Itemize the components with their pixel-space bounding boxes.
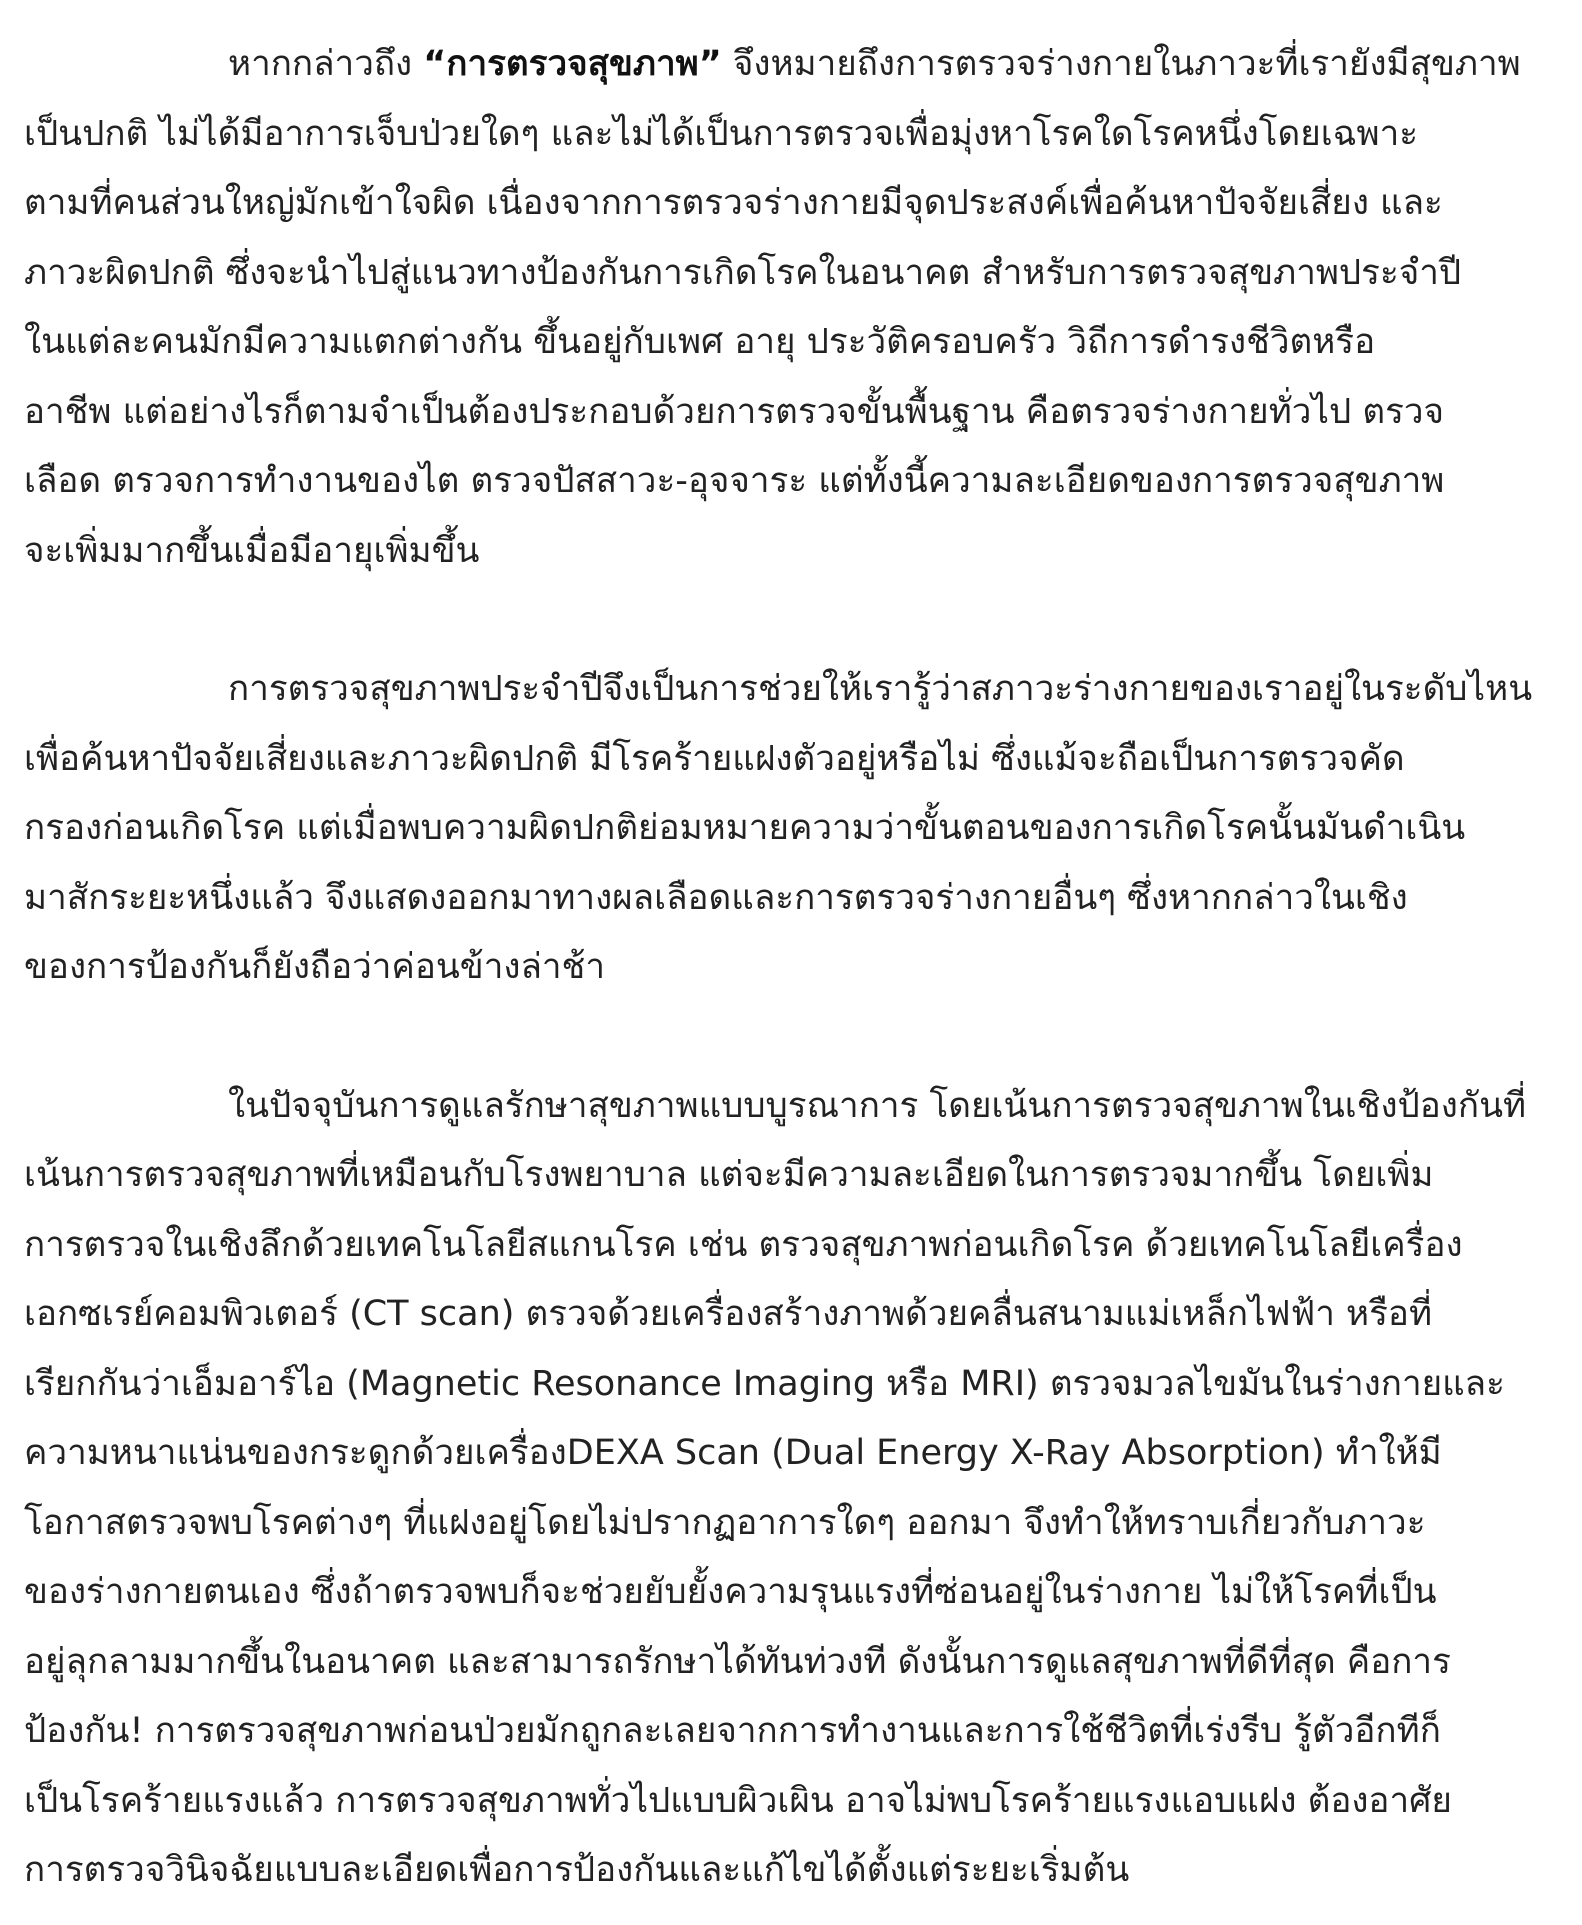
- paragraph-line: เป็นโรคร้ายแรงแล้ว การตรวจสุขภาพทั่วไปแบบผิวเผิน อาจไม่พบโรคร้ายแรงแอบแฝง ต้องอาศัย: [24, 1780, 1452, 1821]
- paragraph-line: โอกาสตรวจพบโรคต่างๆ ที่แฝงอยู่โดยไม่ปรากฏอาการใดๆ ออกมา จึงทำให้ทราบเกี่ยวกับภาวะ: [24, 1502, 1426, 1543]
- paragraph-line: มาสักระยะหนึ่งแล้ว จึงแสดงออกมาทางผลเลือดและการตรวจร่างกายอื่นๆ ซึ่งหากกล่าวในเชิง: [24, 877, 1408, 918]
- article-body: [24, 30, 1558, 1906]
- lead-text-continued: จึงหมายถึงการตรวจร่างกายในภาวะที่เรายังมีสุขภาพ: [721, 44, 1521, 84]
- paragraph-1: [24, 30, 1558, 586]
- paragraph-line: เป็นปกติ ไม่ได้มีอาการเจ็บป่วยใดๆ และไม่ได้เป็นการตรวจเพื่อมุ่งหาโรคใดโรคหนึ่งโดยเฉพาะ: [24, 113, 1419, 154]
- paragraph-line: เลือด ตรวจการทำงานของไต ตรวจปัสสาวะ-อุจจาระ แต่ทั้งนี้ความละเอียดของการตรวจสุขภาพ: [24, 461, 1445, 501]
- paragraph-line: ความหนาแน่นของกระดูกด้วยเครื่องDEXA Scan (Dual Energy X-Ray Absorption) ทำให้มี: [24, 1433, 1442, 1473]
- paragraph-line: การตรวจวินิจฉัยแบบละเอียดเพื่อการป้องกันและแก้ไขได้ตั้งแต่ระยะเริ่มต้น: [24, 1850, 1130, 1890]
- paragraph-line: ภาวะผิดปกติ ซึ่งจะนำไปสู่แนวทางป้องกันการเกิดโรคในอนาคต สำหรับการตรวจสุขภาพประจำปี: [24, 252, 1462, 293]
- paragraph-line: ในปัจจุบันการดูแลรักษาสุขภาพแบบบูรณาการ โดยเน้นการตรวจสุขภาพในเชิงป้องกันที่: [228, 1085, 1527, 1126]
- paragraph-line: ป้องกัน! การตรวจสุขภาพก่อนป่วยมักถูกละเลยจากการทำงานและการใช้ชีวิตที่เร่งรีบ รู้ตัวอีกทีก็: [24, 1711, 1441, 1751]
- paragraph-line: เพื่อค้นหาปัจจัยเสี่ยงและภาวะผิดปกติ มีโรคร้ายแฝงตัวอยู่หรือไม่ ซึ่งแม้จะถือเป็นการตรวจคัด: [24, 738, 1405, 779]
- paragraph-line: เรียกกันว่าเอ็มอาร์ไอ (Magnetic Resonance Imaging หรือ MRI) ตรวจมวลไขมันในร่างกายและ: [24, 1363, 1505, 1404]
- paragraph-line: เน้นการตรวจสุขภาพที่เหมือนกับโรงพยาบาล แต่จะมีความละเอียดในการตรวจมากขึ้น โดยเพิ่ม: [24, 1155, 1434, 1195]
- paragraph-line: การตรวจในเชิงลึกด้วยเทคโนโลยีสแกนโรค เช่น ตรวจสุขภาพก่อนเกิดโรค ด้วยเทคโนโลยีเครื่อง: [24, 1224, 1463, 1265]
- paragraph-line: กรองก่อนเกิดโรค แต่เมื่อพบความผิดปกติย่อมหมายความว่าขั้นตอนของการเกิดโรคนั้นมันดำเนิน: [24, 808, 1466, 848]
- paragraph-3: [24, 1072, 1558, 1906]
- paragraph-line: อยู่ลุกลามมากขึ้นในอนาคต และสามารถรักษาได้ทันท่วงที ดังนั้นการดูแลสุขภาพที่ดีที่สุด คือการ: [24, 1641, 1451, 1682]
- paragraph-line: ในแต่ละคนมักมีความแตกต่างกัน ขึ้นอยู่กับเพศ อายุ ประวัติครอบครัว วิถีการดำรงชีวิตหรือ: [24, 322, 1376, 362]
- paragraph-line: ตามที่คนส่วนใหญ่มักเข้าใจผิด เนื่องจากการตรวจร่างกายมีจุดประสงค์เพื่อค้นหาปัจจัยเสี่ยง และ: [24, 183, 1443, 223]
- paragraph-line: การตรวจสุขภาพประจำปีจึงเป็นการช่วยให้เรารู้ว่าสภาวะร่างกายของเราอยู่ในระดับไหน: [228, 669, 1533, 709]
- paragraph-line: จะเพิ่มมากขึ้นเมื่อมีอายุเพิ่มขึ้น: [24, 530, 480, 571]
- paragraph-line: [24, 30, 1558, 100]
- lead-text: หากกล่าวถึง: [228, 44, 424, 84]
- paragraph-line: ของการป้องกันก็ยังถือว่าค่อนข้างล่าช้า: [24, 947, 605, 987]
- paragraph-2: [24, 655, 1558, 1003]
- paragraph-line: อาชีพ แต่อย่างไรก็ตามจำเป็นต้องประกอบด้วยการตรวจขั้นพื้นฐาน คือตรวจร่างกายทั่วไป ตรวจ: [24, 391, 1445, 432]
- paragraph-line: เอกซเรย์คอมพิวเตอร์ (CT scan) ตรวจด้วยเครื่องสร้างภาพด้วยคลื่นสนามแม่เหล็กไฟฟ้า หรือที่: [24, 1294, 1433, 1334]
- paragraph-line: ของร่างกายตนเอง ซึ่งถ้าตรวจพบก็จะช่วยยับยั้งความรุนแรงที่ซ่อนอยู่ในร่างกาย ไม่ให้โรคที่เป็น: [24, 1572, 1437, 1612]
- emphasis-term: “การตรวจสุขภาพ”: [423, 44, 722, 84]
